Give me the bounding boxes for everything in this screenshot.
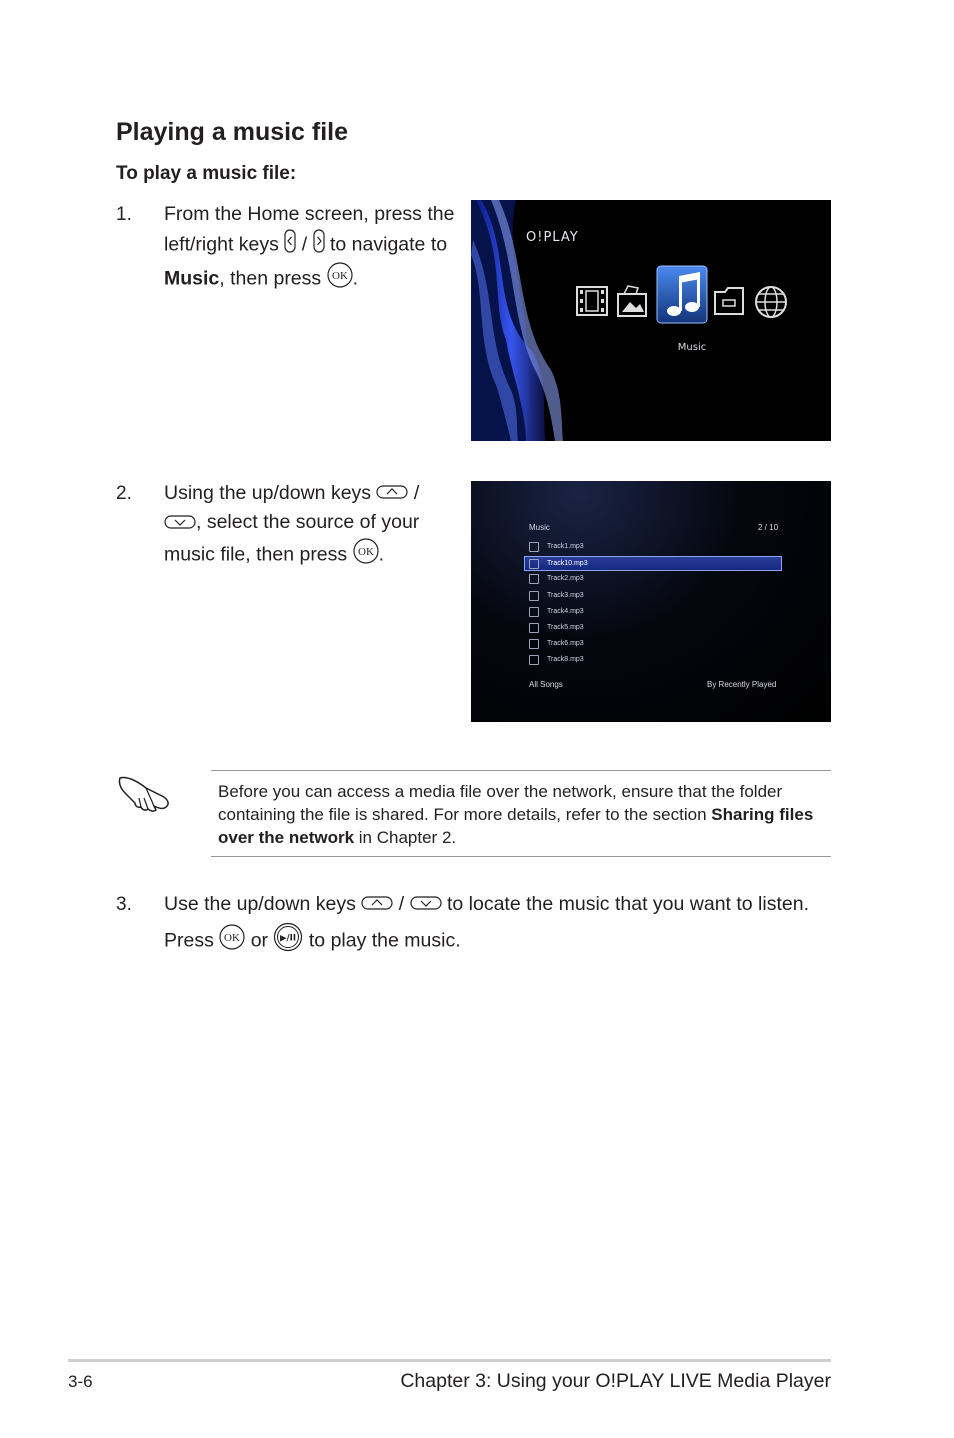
subheading: To play a music file: [116, 163, 297, 184]
note-bold-reference: Sharing files over the network [218, 805, 814, 847]
track-row[interactable] [525, 621, 781, 634]
page-title: Playing a music file [116, 118, 349, 146]
audio-file-icon [529, 639, 539, 649]
note-top-rule [211, 770, 831, 771]
step-2-line-2 [164, 508, 459, 537]
step-1-navigate: to navigate to [330, 233, 448, 256]
music-list-footer-left: All Songs [529, 680, 563, 689]
down-key-icon [410, 890, 442, 919]
track-name: Track2.mp3 [547, 575, 584, 583]
page-number: 3-6 [68, 1372, 93, 1391]
music-list-header: Music [529, 523, 550, 532]
step-2-line-1 [164, 479, 459, 508]
track-row[interactable] [525, 589, 781, 602]
right-key-icon [313, 229, 325, 262]
ok-key-label: OK [224, 932, 241, 945]
step-3-use-label: Use the up/down keys [164, 893, 356, 915]
audio-file-icon [529, 655, 539, 665]
music-list-page-count: 2 / 10 [758, 523, 779, 532]
ok-key-label: OK [331, 270, 348, 282]
home-screen-graphic [471, 200, 831, 441]
note-hand-icon [116, 770, 174, 819]
step-1-music-bold: Music [164, 267, 220, 290]
note-text [218, 780, 830, 849]
step-2-then-press: music file, then press [164, 543, 348, 566]
ok-key-label: OK [357, 545, 374, 558]
audio-file-icon [529, 591, 539, 601]
track-name: Track4.mp3 [547, 607, 584, 615]
step-1-then-press: , then press [219, 267, 322, 290]
music-list-screenshot [471, 481, 831, 722]
step-2-period: . [378, 543, 384, 566]
audio-file-icon [529, 574, 539, 584]
step-1-line-3 [164, 262, 459, 297]
step-3-line-2 [164, 922, 829, 961]
audio-file-icon [529, 542, 539, 552]
track-row-selected[interactable] [524, 556, 782, 571]
step-3-play-music: to play the music. [308, 930, 461, 952]
step-1-number: 1. [116, 204, 132, 225]
track-row[interactable] [525, 605, 781, 618]
track-row[interactable] [525, 540, 781, 553]
selected-menu-label: Music [677, 342, 707, 353]
step-3-line-1 [164, 890, 829, 919]
music-list-footer-right: By Recently Played [707, 680, 777, 689]
track-row[interactable] [525, 653, 781, 666]
track-name: Track8.mp3 [547, 656, 584, 664]
track-name: Track10.mp3 [547, 560, 588, 568]
track-name: Track3.mp3 [547, 591, 584, 599]
home-screen-screenshot [471, 200, 831, 441]
step-1-keys-label: left/right keys [164, 233, 279, 256]
track-row[interactable] [525, 572, 781, 585]
step-3-text [164, 890, 829, 961]
step-1-line-1: From the Home screen, press the [164, 203, 455, 225]
step-1-line-2 [164, 229, 459, 262]
step-1-slash: / [301, 233, 308, 256]
note-text-part-2: in Chapter 2. [358, 828, 457, 847]
step-1-period: . [352, 267, 358, 290]
play-pause-key-label: ▶/II [280, 933, 297, 944]
chapter-title: Chapter 3: Using your O!PLAY LIVE Media Player [400, 1370, 831, 1392]
step-3-number: 3. [116, 894, 132, 915]
ok-key-icon [219, 924, 245, 959]
left-key-icon [284, 229, 296, 262]
note-text-part-1: Before you can access a media file over the network, ensure that the folder containing the file is shared. For more details, refer to the section [218, 782, 783, 824]
audio-file-icon [529, 623, 539, 633]
track-row[interactable] [525, 637, 781, 650]
audio-file-icon [529, 607, 539, 617]
note-bottom-rule [211, 856, 831, 857]
footer-rule [68, 1359, 831, 1362]
step-2-line-3 [164, 538, 459, 573]
step-2-number: 2. [116, 483, 132, 504]
step-3-press: Press [164, 930, 214, 952]
play-pause-key-icon [273, 922, 303, 961]
step-2-using-label: Using the up/down keys [164, 482, 372, 504]
track-name: Track6.mp3 [547, 640, 584, 648]
down-key-icon [164, 509, 196, 538]
step-2-slash: / [413, 482, 420, 504]
ok-key-icon [327, 262, 353, 297]
step-3-locate: to locate the music that you want to listen. [446, 893, 809, 915]
ok-key-icon [353, 538, 379, 573]
track-name: Track1.mp3 [547, 543, 584, 550]
step-3-or: or [250, 930, 269, 952]
audio-file-icon [529, 559, 539, 569]
up-key-icon [361, 890, 393, 919]
step-3-slash: / [398, 893, 405, 915]
step-2-text [164, 479, 459, 573]
oplay-logo: O!PLAY [526, 230, 579, 245]
step-2-select-source: , select the source of your [196, 511, 420, 534]
step-1-text [164, 200, 459, 297]
track-name: Track5.mp3 [547, 624, 584, 631]
up-key-icon [376, 479, 408, 508]
